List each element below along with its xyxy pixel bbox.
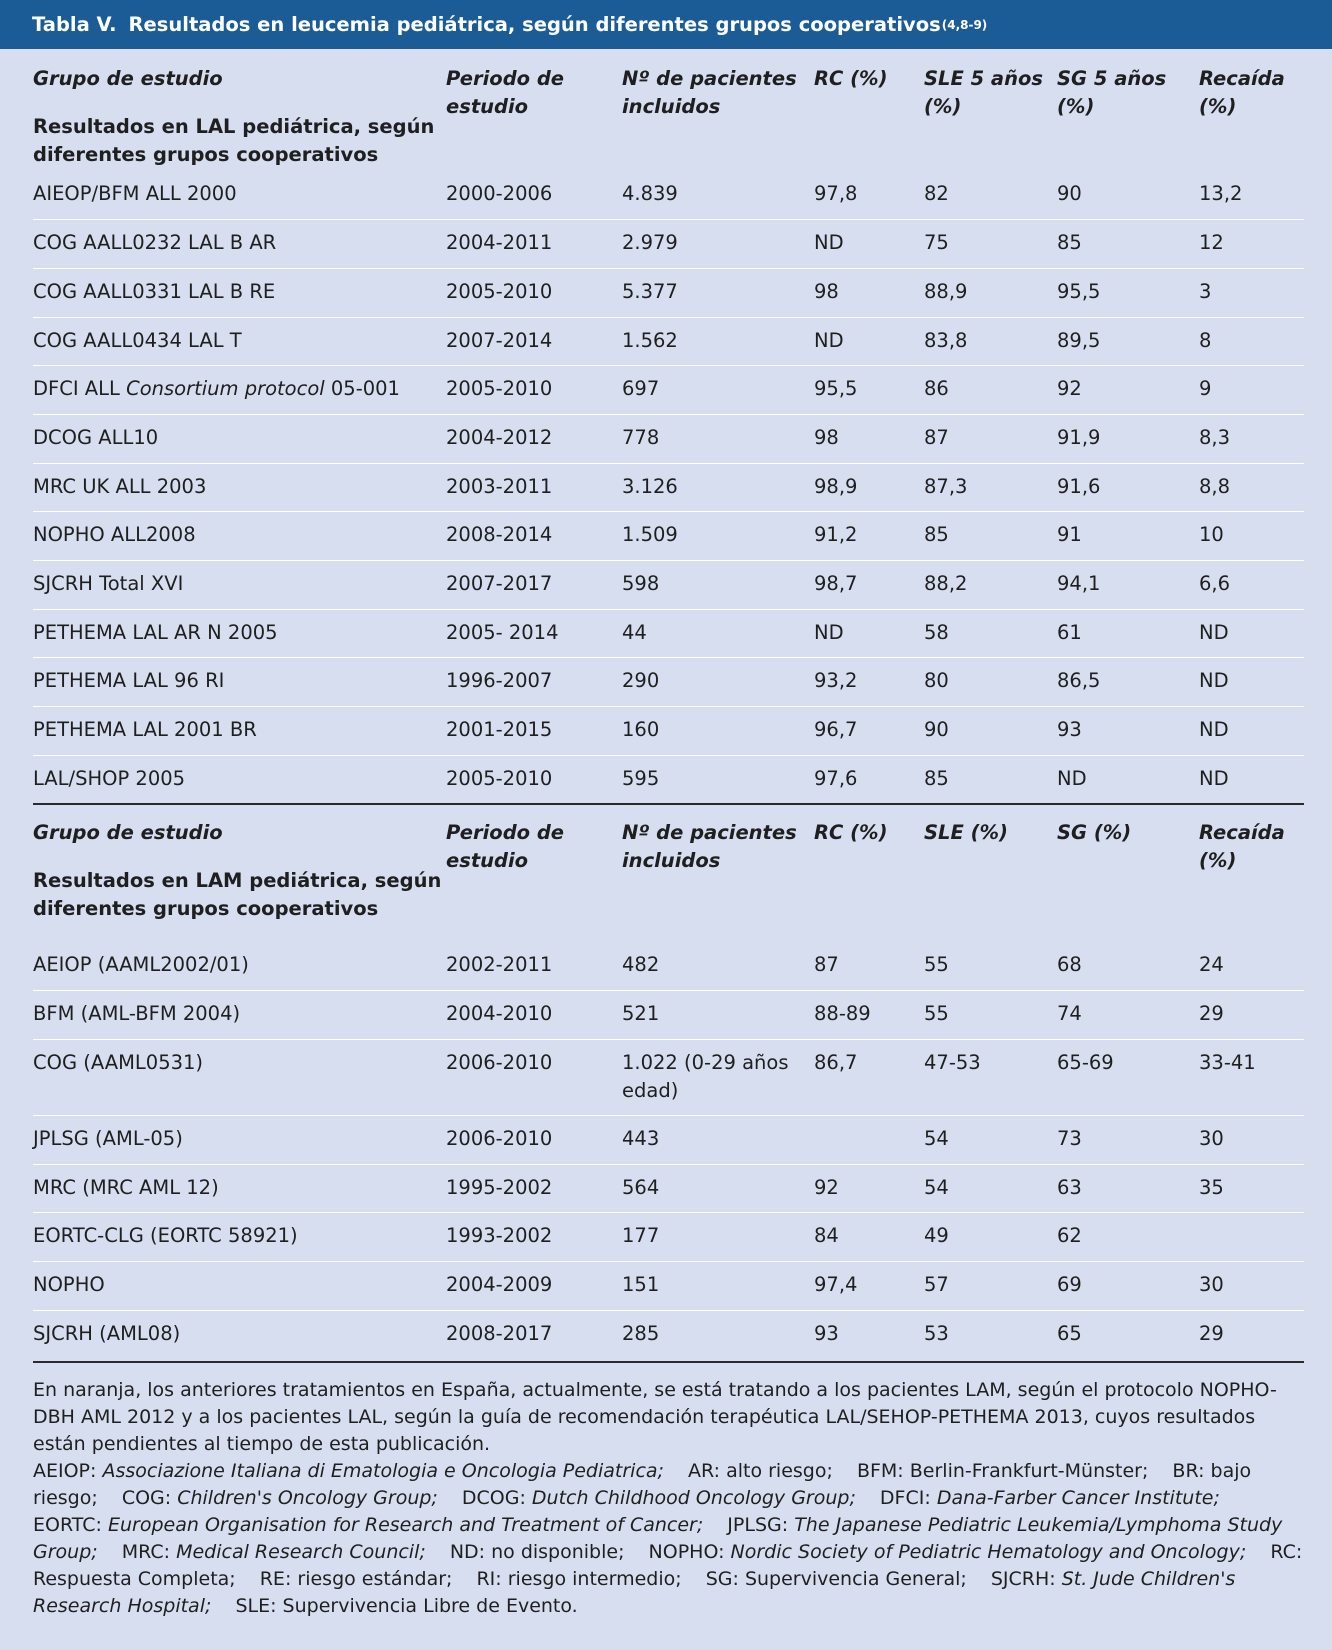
cell-relapse: 8 [1199, 317, 1304, 366]
table-row [33, 1213, 1304, 1262]
cell-patients: 177 [622, 1213, 814, 1262]
cell-group: AEIOP (AAML2002/01) [33, 942, 446, 991]
cell-patients: 697 [622, 366, 814, 415]
table-row [33, 268, 1304, 317]
cell-patients: 1.562 [622, 317, 814, 366]
cell-rc: 97,4 [814, 1261, 924, 1310]
table-row [33, 366, 1304, 415]
header-sg: SG (%) [1057, 804, 1199, 942]
cell-relapse: 6,6 [1199, 561, 1304, 610]
header-relapse: Recaída (%) [1199, 804, 1304, 942]
lal-section-title: Resultados en LAL pediátrica, según diferentes grupos cooperativos [33, 115, 435, 166]
cell-group: DFCI ALL Consortium protocol 05-001 [33, 366, 446, 415]
cell-relapse: 8,3 [1199, 414, 1304, 463]
cell-period: 2007-2017 [446, 561, 622, 610]
cell-period: 2006-2010 [446, 1039, 622, 1115]
cell-period: 2004-2010 [446, 991, 622, 1040]
cell-group: NOPHO [33, 1261, 446, 1310]
abbreviation-item: EORTC: European Organisation for Research and Treatment of Cancer; [33, 1513, 704, 1536]
cell-patients: 482 [622, 942, 814, 991]
cell-sg: 91,9 [1057, 414, 1199, 463]
cell-sle: 49 [924, 1213, 1057, 1262]
abbreviation-item: RE: riesgo estándar; [259, 1567, 453, 1590]
cell-period: 2002-2011 [446, 942, 622, 991]
cell-sle: 87,3 [924, 463, 1057, 512]
abbreviation-item: DFCI: Dana-Farber Cancer Institute; [879, 1486, 1220, 1509]
cell-patients: 598 [622, 561, 814, 610]
header-period: Periodo de estudio [446, 67, 565, 118]
lam-section [33, 804, 1304, 1359]
cell-sle: 88,2 [924, 561, 1057, 610]
cell-sg: 92 [1057, 366, 1199, 415]
table-title: Resultados en leucemia pediátrica, según diferentes grupos cooperativos [128, 13, 941, 36]
cell-group: JPLSG (AML-05) [33, 1115, 446, 1164]
cell-sg: 86,5 [1057, 658, 1199, 707]
abbreviation-item: ND: no disponible; [449, 1540, 625, 1563]
header-patients: Nº de pacientes incluidos [622, 804, 814, 942]
lal-header-row [33, 49, 1304, 171]
cell-sg: 68 [1057, 942, 1199, 991]
cell-sle: 80 [924, 658, 1057, 707]
cell-sle: 58 [924, 609, 1057, 658]
abbreviation-item: DCOG: Dutch Childhood Oncology Group; [461, 1486, 856, 1509]
cell-sg: 90 [1057, 171, 1199, 220]
table-row [33, 561, 1304, 610]
cell-sg: 93 [1057, 707, 1199, 756]
cell-patients: 564 [622, 1164, 814, 1213]
cell-rc: 97,6 [814, 766, 858, 790]
cell-sg: ND [1057, 766, 1087, 790]
cell-period: 2004-2012 [446, 414, 622, 463]
cell-sle: 55 [924, 942, 1057, 991]
cell-group: LAL/SHOP 2005 [33, 766, 186, 790]
table-footnote [33, 1363, 1304, 1620]
footnote-note: En naranja, los anteriores tratamientos en España, actualmente, se está tratando a los pacientes LAM, según el protocolo NOPHO-DBH AML 2012 y a los pacientes LAL, según la guía de recomendación terapéutica LAL/SEHOP-PETHEMA 2013, cuyos resultados están pendientes al tiempo de esta publicación. [33, 1378, 1277, 1455]
cell-sle: 54 [924, 1164, 1057, 1213]
table-row [33, 463, 1304, 512]
cell-rc: 98 [814, 268, 924, 317]
cell-rc [814, 1115, 924, 1164]
cell-sg: 74 [1057, 991, 1199, 1040]
table-row [33, 220, 1304, 269]
cell-sg: 89,5 [1057, 317, 1199, 366]
cell-period: 2005-2010 [446, 366, 622, 415]
header-rc: RC (%) [814, 804, 924, 942]
abbreviation-item: NOPHO: Nordic Society of Pediatric Hematology and Oncology; [648, 1540, 1247, 1563]
cell-relapse: 10 [1199, 512, 1304, 561]
lal-section [33, 49, 1304, 804]
cell-sle: 87 [924, 414, 1057, 463]
cell-group: COG AALL0331 LAL B RE [33, 268, 446, 317]
cell-period: 2008-2014 [446, 512, 622, 561]
abbreviation-item: SLE: Supervivencia Libre de Evento. [235, 1594, 578, 1617]
cell-patients: 595 [622, 766, 660, 790]
cell-rc: 88-89 [814, 991, 924, 1040]
cell-relapse: 12 [1199, 220, 1304, 269]
cell-patients: 443 [622, 1115, 814, 1164]
cell-patients: 290 [622, 658, 814, 707]
cell-period: 2005- 2014 [446, 609, 622, 658]
abbreviation-item: RI: riesgo intermedio; [476, 1567, 682, 1590]
lam-header-row [33, 804, 1304, 942]
cell-period: 2008-2017 [446, 1321, 553, 1345]
cell-period: 2004-2009 [446, 1261, 622, 1310]
header-rc: RC (%) [814, 67, 888, 90]
header-group: Grupo de estudio Resultados en LAM pediátrica, según diferentes grupos cooperativos [33, 804, 446, 942]
cell-patients: 4.839 [622, 171, 814, 220]
header-relapse: Recaída (%) [1199, 67, 1285, 118]
cell-group: DCOG ALL10 [33, 414, 446, 463]
cell-patients: 1.022 (0-29 años edad) [622, 1039, 814, 1115]
header-sle: SLE (%) [924, 804, 1057, 942]
table-row [33, 512, 1304, 561]
cell-relapse: ND [1199, 707, 1304, 756]
cell-relapse: 8,8 [1199, 463, 1304, 512]
results-table [33, 49, 1304, 1359]
cell-patients: 5.377 [622, 268, 814, 317]
cell-sg: 95,5 [1057, 268, 1199, 317]
table-row [33, 1261, 1304, 1310]
cell-rc: 97,8 [814, 171, 924, 220]
cell-sg: 61 [1057, 609, 1199, 658]
table-row [33, 1310, 1304, 1359]
cell-rc: 96,7 [814, 707, 924, 756]
cell-sg: 85 [1057, 220, 1199, 269]
abbreviation-item: AEIOP: Associazione Italiana di Ematologia e Oncologia Pediatrica; [33, 1459, 664, 1482]
cell-sle: 54 [924, 1115, 1057, 1164]
cell-sle: 75 [924, 220, 1057, 269]
abbreviation-item: BR: bajo riesgo; [33, 1459, 1252, 1509]
abbreviation-item: RC: Respuesta Completa; [33, 1540, 1303, 1590]
cell-patients: 3.126 [622, 463, 814, 512]
cell-sle: 86 [924, 366, 1057, 415]
abbreviation-item: MRC: Medical Research Council; [121, 1540, 426, 1563]
cell-group: EORTC-CLG (EORTC 58921) [33, 1213, 446, 1262]
cell-period: 2001-2015 [446, 707, 622, 756]
cell-period: 2005-2010 [446, 766, 553, 790]
header-sle: SLE 5 años (%) [924, 67, 1043, 118]
abbreviation-item: SG: Supervivencia General; [705, 1567, 967, 1590]
cell-sg: 62 [1057, 1213, 1199, 1262]
cell-group: COG AALL0232 LAL B AR [33, 220, 446, 269]
table-row [33, 658, 1304, 707]
cell-relapse: 13,2 [1199, 171, 1304, 220]
cell-group: PETHEMA LAL 2001 BR [33, 707, 446, 756]
table-row [33, 991, 1304, 1040]
cell-patients: 160 [622, 707, 814, 756]
cell-rc: 91,2 [814, 512, 924, 561]
table-row [33, 1164, 1304, 1213]
cell-group: PETHEMA LAL 96 RI [33, 658, 446, 707]
cell-rc: 98,9 [814, 463, 924, 512]
cell-rc: ND [814, 609, 924, 658]
cell-sle: 83,8 [924, 317, 1057, 366]
cell-relapse: 29 [1199, 1321, 1224, 1345]
cell-sle: 53 [924, 1321, 949, 1345]
cell-period: 2005-2010 [446, 268, 622, 317]
cell-relapse: 30 [1199, 1115, 1304, 1164]
table-row [33, 171, 1304, 220]
cell-relapse: 9 [1199, 366, 1304, 415]
cell-patients: 778 [622, 414, 814, 463]
cell-relapse: 33-41 [1199, 1039, 1304, 1115]
cell-relapse [1199, 1213, 1304, 1262]
abbreviation-item: JPLSG: The Japanese Pediatric Leukemia/Lymphoma Study Group; [33, 1513, 1283, 1563]
cell-period: 1995-2002 [446, 1164, 622, 1213]
cell-sle: 47-53 [924, 1039, 1057, 1115]
cell-group: MRC (MRC AML 12) [33, 1164, 446, 1213]
cell-group: COG (AAML0531) [33, 1039, 446, 1115]
cell-sle: 57 [924, 1261, 1057, 1310]
abbreviation-item: BFM: Berlin-Frankfurt-Münster; [856, 1459, 1149, 1482]
cell-rc: 87 [814, 942, 924, 991]
cell-period: 2004-2011 [446, 220, 622, 269]
cell-period: 2007-2014 [446, 317, 622, 366]
cell-rc: 95,5 [814, 366, 924, 415]
cell-rc: 86,7 [814, 1039, 924, 1115]
cell-sg: 65-69 [1057, 1039, 1199, 1115]
table-row [33, 1039, 1304, 1115]
cell-rc: 84 [814, 1213, 924, 1262]
cell-patients: 1.509 [622, 512, 814, 561]
abbreviations-list [33, 1458, 1304, 1620]
table-row [33, 414, 1304, 463]
cell-sg: 94,1 [1057, 561, 1199, 610]
cell-group: NOPHO ALL2008 [33, 512, 446, 561]
header-patients: Nº de pacientes incluidos [622, 67, 797, 118]
abbreviation-item: COG: Children's Oncology Group; [121, 1486, 438, 1509]
cell-relapse: ND [1199, 609, 1304, 658]
cell-sg: 73 [1057, 1115, 1199, 1164]
cell-rc: 93 [814, 1321, 839, 1345]
cell-relapse: 29 [1199, 991, 1304, 1040]
cell-sle: 82 [924, 171, 1057, 220]
cell-rc: 92 [814, 1164, 924, 1213]
cell-group: MRC UK ALL 2003 [33, 463, 446, 512]
cell-relapse: 3 [1199, 268, 1304, 317]
cell-period: 2006-2010 [446, 1115, 622, 1164]
cell-group: AIEOP/BFM ALL 2000 [33, 171, 446, 220]
header-sg: SG 5 años (%) [1057, 67, 1167, 118]
cell-group: PETHEMA LAL AR N 2005 [33, 609, 446, 658]
table-content [33, 49, 1304, 1620]
table-row [33, 1115, 1304, 1164]
cell-patients: 2.979 [622, 220, 814, 269]
table-row [33, 942, 1304, 991]
cell-period: 1996-2007 [446, 658, 622, 707]
header-period: Periodo de estudio [446, 804, 622, 942]
cell-patients: 44 [622, 609, 814, 658]
table-row [33, 609, 1304, 658]
cell-relapse: 30 [1199, 1261, 1304, 1310]
cell-sle: 88,9 [924, 268, 1057, 317]
cell-relapse: ND [1199, 766, 1229, 790]
cell-relapse: ND [1199, 658, 1304, 707]
cell-relapse: 35 [1199, 1164, 1304, 1213]
cell-period: 2003-2011 [446, 463, 622, 512]
cell-sg: 91,6 [1057, 463, 1199, 512]
cell-patients: 285 [622, 1321, 660, 1345]
cell-period: 1993-2002 [446, 1213, 622, 1262]
abbreviation-item: SJCRH: St. Jude Children's Research Hospital; [33, 1567, 1236, 1617]
table-title-bar: Tabla V. Resultados en leucemia pediátrica, según diferentes grupos cooperativos (4,8-9) [0, 0, 1332, 49]
cell-period: 2000-2006 [446, 171, 622, 220]
table-label: Tabla V. [32, 13, 117, 36]
cell-rc: ND [814, 317, 924, 366]
cell-sle: 90 [924, 707, 1057, 756]
cell-rc: 93,2 [814, 658, 924, 707]
cell-sle: 55 [924, 991, 1057, 1040]
cell-group: COG AALL0434 LAL T [33, 317, 446, 366]
table-row [33, 317, 1304, 366]
cell-sg: 63 [1057, 1164, 1199, 1213]
cell-sg: 91 [1057, 512, 1199, 561]
cell-sle: 85 [924, 766, 949, 790]
cell-relapse: 24 [1199, 942, 1304, 991]
cell-rc: 98,7 [814, 561, 924, 610]
cell-patients: 151 [622, 1261, 814, 1310]
cell-rc: 98 [814, 414, 924, 463]
cell-group: SJCRH Total XVI [33, 561, 446, 610]
cell-sg: 65 [1057, 1321, 1082, 1345]
table-row [33, 755, 1304, 804]
lam-section-title: Resultados en LAM pediátrica, según diferentes grupos cooperativos [33, 868, 442, 920]
abbreviation-item: AR: alto riesgo; [688, 1459, 833, 1482]
table-row [33, 707, 1304, 756]
cell-group: SJCRH (AML08) [33, 1321, 181, 1345]
cell-sg: 69 [1057, 1261, 1199, 1310]
header-group: Grupo de estudio Resultados en LAL pediátrica, según diferentes grupos cooperativos [33, 49, 446, 171]
cell-sle: 85 [924, 512, 1057, 561]
cell-rc: ND [814, 220, 924, 269]
cell-patients: 521 [622, 991, 814, 1040]
cell-group: BFM (AML-BFM 2004) [33, 991, 446, 1040]
